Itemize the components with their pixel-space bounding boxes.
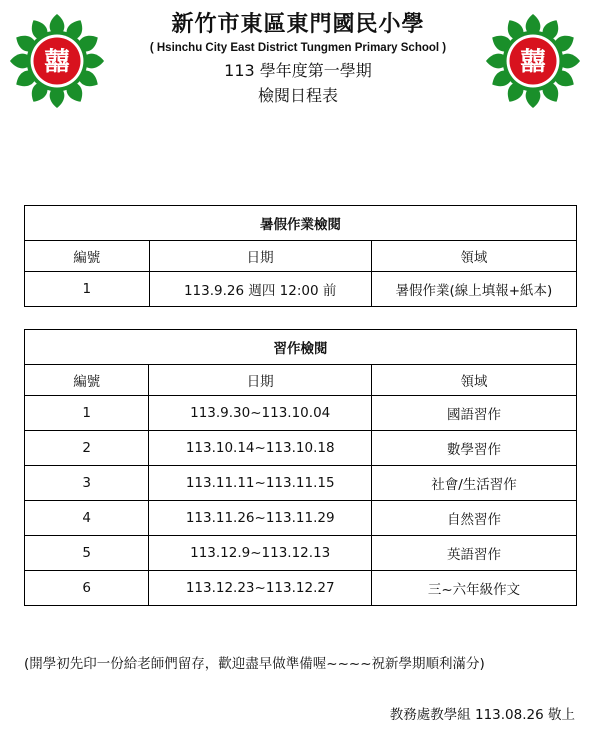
table-row [25, 272, 577, 307]
cell-date: 113.12.23~113.12.27 [149, 571, 372, 606]
cell-area: 暑假作業(線上填報+紙本) [371, 272, 576, 307]
academic-term: 113 學年度第一學期 [224, 61, 372, 80]
document-header [110, 10, 486, 108]
cell-date: 113.9.30~113.10.04 [149, 396, 372, 431]
cell-number: 2 [25, 431, 149, 466]
cell-number: 5 [25, 536, 149, 571]
cell-area: 三~六年級作文 [371, 571, 576, 606]
cell-number: 6 [25, 571, 149, 606]
cell-date: 113.11.26~113.11.29 [149, 501, 372, 536]
footer-note: (開學初先印一份給老師們留存，歡迎盡早做準備喔~~~~祝新學期順利滿分) [24, 656, 485, 672]
school-name: 新竹市東區東門國民小學 [171, 12, 425, 37]
cell-number: 1 [25, 396, 149, 431]
table-row [25, 431, 577, 466]
table-row [25, 536, 577, 571]
table-row [25, 501, 577, 536]
practice-book-table [24, 329, 577, 606]
document-title: 檢閱日程表 [257, 86, 338, 105]
table-row [25, 571, 577, 606]
cell-number: 3 [25, 466, 149, 501]
column-header-date: 日期 [149, 241, 371, 272]
cell-area: 自然習作 [371, 501, 576, 536]
school-logo-right [484, 12, 582, 110]
cell-number: 1 [25, 272, 150, 307]
school-name-english: ( Hsinchu City East District Tungmen Primary School ) [149, 42, 447, 54]
cell-number: 4 [25, 501, 149, 536]
column-header-date: 日期 [149, 365, 372, 396]
column-header-number: 編號 [25, 241, 150, 272]
table-header-row [25, 365, 577, 396]
table-row [25, 466, 577, 501]
logo-glyph: 囍 [44, 46, 70, 77]
cell-date: 113.11.11~113.11.15 [149, 466, 372, 501]
column-header-area: 領域 [371, 241, 576, 272]
school-logo-left [8, 12, 106, 110]
logo-glyph: 囍 [520, 46, 546, 77]
cell-area: 英語習作 [371, 536, 576, 571]
column-header-area: 領域 [371, 365, 576, 396]
table-section-title: 暑假作業檢閱 [25, 206, 577, 241]
cell-date: 113.10.14~113.10.18 [149, 431, 372, 466]
summer-homework-table [24, 205, 577, 307]
cell-area: 國語習作 [371, 396, 576, 431]
signature-line: 教務處教學組 113.08.26 敬上 [389, 707, 575, 723]
table-section-title: 習作檢閱 [25, 330, 577, 365]
table-row [25, 396, 577, 431]
cell-area: 數學習作 [371, 431, 576, 466]
table-header-row [25, 241, 577, 272]
cell-date: 113.12.9~113.12.13 [149, 536, 372, 571]
cell-area: 社會/生活習作 [371, 466, 576, 501]
column-header-number: 編號 [25, 365, 149, 396]
cell-date: 113.9.26 週四 12:00 前 [149, 272, 371, 307]
